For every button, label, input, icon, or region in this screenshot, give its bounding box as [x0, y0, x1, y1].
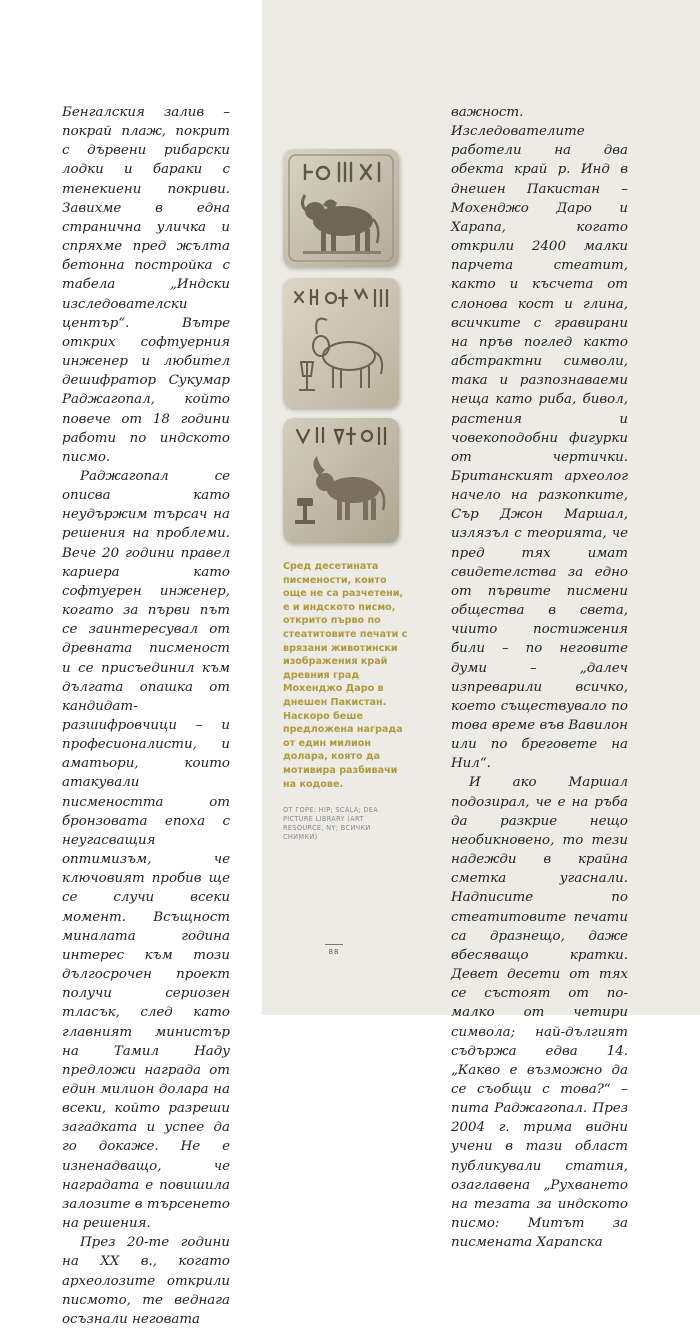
- seal-bull-feeder-image: [283, 418, 399, 543]
- body-paragraph: Бенгалския залив – покрай плаж, покрит с дървени рибарски лодки и бараки с тенекиени покриви. Завихме в една странична уличка и спряхме пред жълта бетонна постройка с табела „Индски изследователски център“. Вътре открих софтуерния инженер и любител дешифратор Сукумар Раджагопал, който повече от 18 години работи по индското писмо.: [62, 105, 230, 465]
- folio-rule: [325, 944, 343, 945]
- body-paragraph: И ако Маршал подозирал, че е на ръба да разкрие нещо необикновено, то тези надежди в крайна сметка угаснали. Надписите по стеатитовите печати са дразнещо, даже вбесяващо кратки. Девет десети от тях се състоят от по-малко от четири символа; най-дългият съдържа едва 14. „Какво е възможно да се съобщи с това?“ – пита Раджагопал. През 2004 г. трима видни учени в тази област публикували статия, озаглавена „Рухването на тезата за индското писмо: Митът за писмената Харапска: [451, 775, 628, 1251]
- page-number: 88: [328, 948, 340, 956]
- body-paragraph: През 20-те години на XX в., когато археолозите открили писмото, те веднага осъзнали неговата: [62, 1235, 230, 1327]
- body-paragraph: важност. Изследователите работели на два обекта край р. Инд в днешен Пакистан – Мохенджо Даро и Харапа, когато открили 2400 малки парчета стеатит, както и късчета от слонова кост и глина, всичките с гравирани на пръв поглед както абстрактни символи, така и разпознаваеми неща като риба, бивол, растения и човекоподобни фигурки от чертички. Британският археолог начело на разкопките, Сър Джон Маршал, излязъл с теорията, че пред тях имат свидетелства за едно от първите писмени общества в света, чиито постижения били – по неговите думи – „далеч изпреварили всичко, което съществувало по това време във Вавилон или по бреговете на Нил“.: [451, 105, 628, 772]
- figure-caption: Сред десетината писмености, които още не са разчетени, е и индското писмо, открито първо по стеатитовите печати с врязани животински изображения край древния град Мохенджо Даро в днешен Пакистан. Наскоро беше предложена награда от един милион долара, която да мотивира разбивачи на кодове.: [283, 561, 408, 790]
- right-text-column: [451, 103, 628, 1252]
- body-paragraph: Раджагопал се описва като неудържим търсач на решения на проблеми. Вече 20 години правел кариера като софтуерен инженер, когато за първи път се заинтересувал от древната писменост и се присъединил към дългата опашка от кандидат-разшифровчици – и професионалисти, и аматьори, които атакували писмеността от бронзовата епоха с неугасващия оптимизъм, че ключовият пробив ще се случи всеки момент. Всъщност миналата година интерес към този дългосрочен проект получи сериозен тласък, след като главният министър на Тамил Наду предложи награда от един милион долара на всеки, който разреши загадката и успее да го докаже. Не е изненадващо, че наградата е повишила залозите в търсенето на решения.: [62, 468, 230, 1232]
- photo-credit: ОТ ГОРЕ: HIP; SCALA; DEA PICTURE LIBRARY (ART RESOURCE, NY; ВСИЧКИ СНИМКИ): [283, 806, 379, 841]
- seal-zebu-image: [283, 149, 399, 267]
- left-text-column: [62, 103, 230, 1329]
- seal-unicorn-image: [283, 278, 399, 408]
